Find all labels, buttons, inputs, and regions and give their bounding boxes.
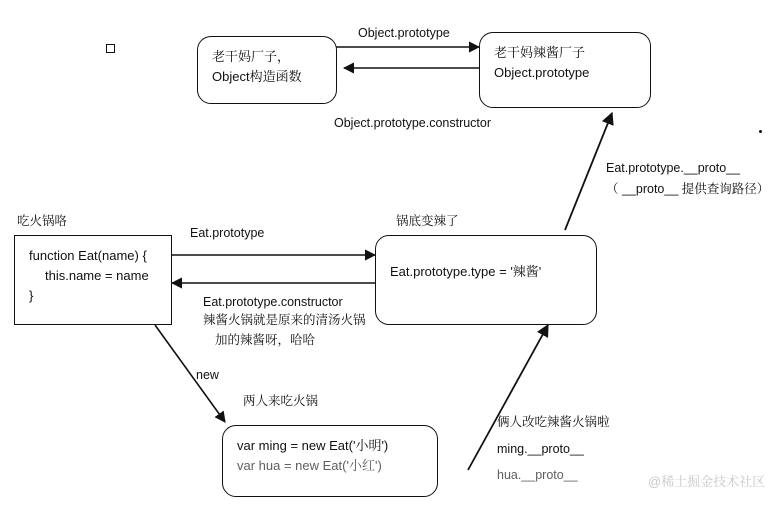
label-two-people: 两人来吃火锅 [243,394,319,408]
label-two-people-spicy-line1: 俩人改吃辣酱火锅啦 [497,415,610,429]
label-object-prototype-constructor: Object.prototype.constructor [334,116,492,130]
label-eat-prototype-proto-note: （ __proto__ 提供查询路径） [606,182,770,196]
label-new-keyword: new [196,368,219,382]
node-object-prototype-line2: Object.prototype [494,65,590,81]
node-object-prototype-line1: 老干妈辣酱厂子 [494,45,586,60]
node-eat-function-line1: function Eat(name) { [29,248,147,263]
label-two-people-spicy-line3: hua.__proto__ [497,468,578,482]
node-eat-function-line3: } [29,288,34,304]
node-instances [222,425,438,497]
node-object-factory-line2: Object构造函数 [212,69,302,85]
node-object-factory-line1: 老干妈厂子， [212,49,291,64]
label-eat-prototype-constructor: Eat.prototype.constructor [203,295,343,309]
label-hotpot-note: 吃火锅咯 [17,214,68,228]
node-object-factory [197,36,337,104]
label-eat-prototype: Eat.prototype [190,226,265,240]
decorative-dot [759,130,762,133]
decorative-square [106,44,115,53]
label-eat-prototype-proto: Eat.prototype.__proto__ [606,161,741,175]
node-eat-function-line2: this.name = name [45,268,149,284]
watermark: @稀土掘金技术社区 [648,474,766,489]
label-sauce-explain-line2: 加的辣酱呀，哈哈 [215,333,316,347]
node-eat-function [14,235,172,325]
node-eat-prototype-line1: Eat.prototype.type = '辣酱' [390,264,542,279]
label-two-people-spicy-line2: ming.__proto__ [497,442,584,456]
label-spicy-note: 锅底变辣了 [396,214,459,228]
label-object-prototype: Object.prototype [358,26,450,40]
node-eat-prototype [375,235,597,325]
label-sauce-explain-line1: 辣酱火锅就是原来的清汤火锅 [203,313,366,327]
node-object-prototype [479,32,651,108]
node-instances-line2: var hua = new Eat('小红') [237,458,382,474]
node-instances-line1: var ming = new Eat('小明') [237,438,389,453]
